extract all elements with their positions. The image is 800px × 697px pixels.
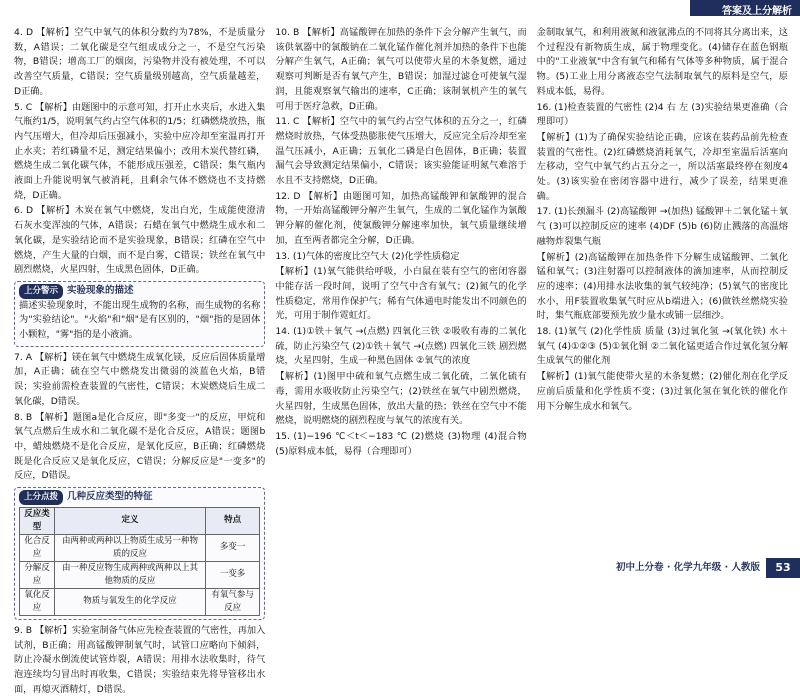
page-footer — [0, 558, 800, 578]
tip-box-title: 上分点拨 几种反应类型的特征 — [19, 490, 260, 505]
answer-item: 【解析】(1)为了确保实验结论正确，应该在装药品前先检查装置的气密性。(2)红磷燃烧消耗氧气，冷却至室温后活塞向左移动，空气中氧气约占五分之一，所以活塞最终停在刻度4处。(3)该实验在密闭容器中进行，减少了误差，结果更准确。 — [536, 131, 788, 202]
tip-pill: 上分点拨 — [19, 490, 63, 505]
answer-item: 16. (1)检查装置的气密性 (2)4 右 左 (3)实验结果更准确（合理即可） — [536, 101, 788, 128]
table-cell: 化合反应 — [20, 534, 55, 561]
answer-item: 9. B 【解析】实验室制备气体应先检查装置的气密性，再加入试剂，B正确；用高锰酸钾制氧气时，试管口应略向下倾斜，防止冷凝水倒流使试管炸裂，A错误；用排水法收集时，待气泡连续均匀冒出时再收集，C错误；实验结束先将导管移出水面，再熄灭酒精灯，D错误。 — [14, 624, 266, 695]
answer-item: 5. C 【解析】由题图中的示意可知，打开止水夹后，水进入集气瓶约1/5，说明氧气约占空气体积的1/5；红磷燃烧放热，瓶内气压增大，但冷却后压强减小，实验中应冷却至室温再打开止水夹；若红磷量不足，测定结果偏小；改用木炭代替红磷，燃烧生成二氧化碳气体，不能形成压强差，C错误；集气瓶内液面上升能说明氧气被消耗，且剩余气体不燃烧也不支持燃烧，D正确。 — [14, 101, 266, 201]
tip-pill: 上分警示 — [19, 284, 63, 299]
answer-item: 【解析】(1)氧气能使带火星的木条复燃；(2)催化剂在化学反应前后质量和化学性质不变；(3)过氧化氢在氧化铁的催化作用下分解生成水和氧气。 — [536, 371, 788, 412]
table-cell: 一变多 — [206, 561, 260, 588]
table-cell: 由一种反应物生成两种或两种以上其他物质的反应 — [54, 561, 205, 588]
column-middle — [275, 26, 526, 554]
answer-item: 13. (1)气体的密度比空气大 (2)化学性质稳定 — [275, 250, 460, 262]
answer-item: 10. B 【解析】高锰酸钾在加热的条件下会分解产生氧气，而该供氧器中的氯酸钠在二氧化锰作催化剂并加热的条件下也能分解产生氧气，A正确；氧气可以使带火星的木条复燃，通过观察可判断是否有氧气产生，B错误；加湿过滤仓可使氧气湿润，且能观察氧气输出的速率，C正确；该制氧机产生的氧气可用于医疗急救，D正确。 — [275, 27, 527, 112]
tip-box-reaction-types — [14, 487, 265, 620]
column-left — [14, 26, 266, 695]
table-cell: 分解反应 — [20, 561, 55, 588]
answer-item: 6. D 【解析】木炭在氧气中燃烧，发出白光，生成能使澄清石灰水变浑浊的气体，A错误；石蜡在氧气中燃烧生成水和二氧化碳，是实验结论而不是实验现象，B错误；红磷在空气中燃烧，产生大量的白烟，而不是白雾，C错误；铁丝在氧气中剧烈燃烧，火星四射，生成黑色固体，D正确。 — [14, 205, 266, 276]
answer-item: 7. A 【解析】镁在氧气中燃烧生成氧化镁，反应后固体质量增加，A正确；硫在空气中燃烧发出微弱的淡蓝色火焰，B错误；实验前需检查装置的气密性，C错误；木炭燃烧后生成二氧化碳，D错误。 — [14, 351, 266, 407]
answer-item: 12. D 【解析】由题图可知，加热高锰酸钾和氯酸钾的混合物，一开始高锰酸钾分解产生氧气，生成的二氧化锰作为氯酸钾分解的催化剂，使氯酸钾分解速率加快，氧气质量继续增加，直至两者都完全分解，D正确。 — [275, 190, 527, 246]
tip-box-phenomenon — [14, 281, 265, 347]
header-title: 答案及上分解析 — [722, 6, 792, 17]
answer-item: 15. (1)−196 ℃＜t＜−183 ℃ (2)燃烧 (3)物理 (4)混合物 (5)原料成本低，易得（合理即可） — [275, 430, 527, 457]
table-cell: 由两种或两种以上物质生成另一种物质的反应 — [54, 534, 205, 561]
answer-item: 4. D 【解析】空气中氧气的体积分数约为78%，不是质量分数，A错误；二氧化碳是空气组成成分之一，不是空气污染物，B错误；增高工厂的烟囱，污染物并没有被处理，不可以改善空气质量，C错误；空气质量级别越高，空气质量越差，D正确。 — [14, 27, 266, 97]
column-right — [537, 26, 788, 554]
answer-item: 11. C 【解析】空气中的氧气约占空气体积的五分之一，红磷燃烧时放热，气体受热膨胀使气压增大，反应完全后冷却至室温气压减小，A正确；五氧化二磷是白色固体，B正确；装置漏气会导致测定结果偏小，C错误；该实验能证明氮气难溶于水且不支持燃烧，D正确。 — [275, 116, 527, 187]
answer-item: 8. B 【解析】题图a是化合反应，即"多变一"的反应，甲烷和氧气点燃后生成水和二氧化碳不是化合反应，A错误；题图b中，蜡烛燃烧不是化合反应，是氧化反应，B正确；红磷燃烧既是化合反应又是氧化反应，C错误；分解反应是"一变多"的反应，D错误。 — [14, 411, 266, 482]
footer-label: 初中上分卷 · 化学九年级 · 人教版 — [616, 562, 760, 573]
answer-item: 17. (1)长颈漏斗 (2)高锰酸钾 →(加热) 锰酸钾＋二氧化锰＋氧气 (3)可以控制反应的速率 (4)DF (5)b (6)防止溅落的高温熔融物炸裂集气瓶 — [536, 206, 788, 247]
table-header: 反应类型 — [20, 507, 55, 534]
answer-item: 【解析】(1)氧气能供给呼吸，小白鼠在装有空气的密闭容器中能存活一段时间，说明了空气中含有氧气；(2)氮气的化学性质稳定，常用作保护气；稀有气体通电时能发出不同颜色的光，可用于制作霓虹灯。 — [275, 266, 527, 322]
answer-item: 14. (1)①铁＋氧气 →(点燃) 四氧化三铁 ②吸收有毒的二氧化硫，防止污染空气 (2)①铁＋氧气 →(点燃) 四氧化三铁 剧烈燃烧，火星四射，生成一种黑色固体 ②氧气的浓度 — [275, 326, 527, 367]
table-cell: 有氧气参与反应 — [206, 588, 260, 615]
table-cell: 多变一 — [206, 534, 260, 561]
table-header: 特点 — [206, 507, 260, 534]
answer-item: 金制取氧气，和利用液氮和液氩沸点的不同将其分离出来，这个过程没有新物质生成，属于物理变化。(4)储存在蓝色钢瓶中的"工业液氧"中含有氧气和稀有气体等多种物质，属于混合物。(5)工业上用分离液态空气法制取氧气的原料是空气，原料成本低，易得。 — [536, 27, 788, 97]
answer-item: 【解析】(2)高锰酸钾在加热条件下分解生成锰酸钾、二氧化锰和氧气；(3)注射器可以控制液体的滴加速率，从而控制反应的速率；(4)用排水法收集的氧气较纯净；(5)氧气的密度比水小，用F装置收集氧气时应从b端进入；(6)做铁丝燃烧实验时，集气瓶底部要预先放少量水或铺一层细沙。 — [536, 251, 788, 322]
page-header — [0, 0, 800, 16]
table-cell: 物质与氧发生的化学反应 — [54, 588, 205, 615]
table-cell: 氧化反应 — [20, 588, 55, 615]
answer-item: 18. (1)氧气 (2)化学性质 质量 (3)过氧化氢 →(氧化铁) 水＋氧气 (4)①②③ (5)①氧化铜 ②二氧化锰更适合作过氧化氢分解生成氧气的催化剂 — [536, 326, 788, 367]
table-header: 定义 — [54, 507, 205, 534]
tip-box-title: 上分警示 实验现象的描述 — [19, 284, 260, 299]
table-row — [20, 588, 260, 615]
answer-item: 【解析】(1)图甲中硫和氧气点燃生成二氧化硫，二氧化硫有毒，需用水吸收防止污染空气；(2)铁丝在氧气中剧烈燃烧，火星四射，生成黑色固体，放出大量的热；铁丝在空气中不能燃烧，说明燃烧的剧烈程度与氧气的浓度有关。 — [275, 371, 527, 427]
page-number: 53 — [766, 558, 800, 578]
tip-box-text: 描述实验现象时，不能出现生成物的名称，而生成物的名称为"实验结论"。"火焰"和"烟"是有区别的，"烟"指的是固体小颗粒，"雾"指的是小液滴。 — [19, 299, 261, 341]
